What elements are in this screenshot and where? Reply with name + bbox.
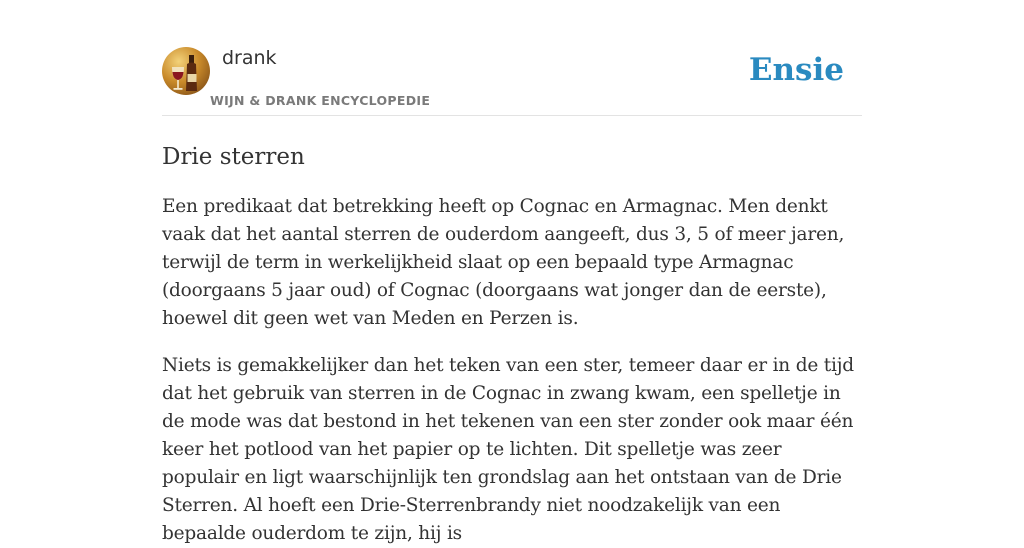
article-title: Drie sterren bbox=[162, 144, 305, 170]
header bbox=[162, 0, 862, 116]
brand-logo[interactable]: Ensie bbox=[748, 52, 844, 88]
article-paragraph: Een predikaat dat betrekking heeft op Cognac en Armagnac. Men denkt vaak dat het aantal sterren de ouderdom aangeeft, dus 3, 5 of meer jaren, terwijl de term in werkelijkheid slaat op een bepaald type Armagnac (doorgaans 5 jaar oud) of Cognac (doorgaans wat jonger dan de eerste), hoewel dit geen wet van Meden en Perzen is. bbox=[162, 196, 845, 329]
article-paragraph: Niets is gemakkelijker dan het teken van een ster, temeer daar er in de tijd dat het gebruik van sterren in de Cognac in zwang kwam, een spelletje in de mode was dat bestond in het tekenen van een ster zonder ook maar één keer het potlood van het papier op te lichten. Dit spelletje was zeer populair en ligt waarschijnlijk ten grondslag aan het ontstaan van de Drie Sterren. Al hoeft een Drie-Sterrenbrandy niet noodzakelijk van een bepaalde ouderdom te zijn, hij is bbox=[162, 355, 854, 544]
wine-bottle-glass-icon[interactable] bbox=[162, 47, 210, 95]
category-link[interactable]: drank bbox=[222, 47, 277, 69]
content-container bbox=[162, 0, 862, 548]
encyclopedia-subtitle[interactable]: WIJN & DRANK ENCYCLOPEDIE bbox=[210, 93, 431, 108]
